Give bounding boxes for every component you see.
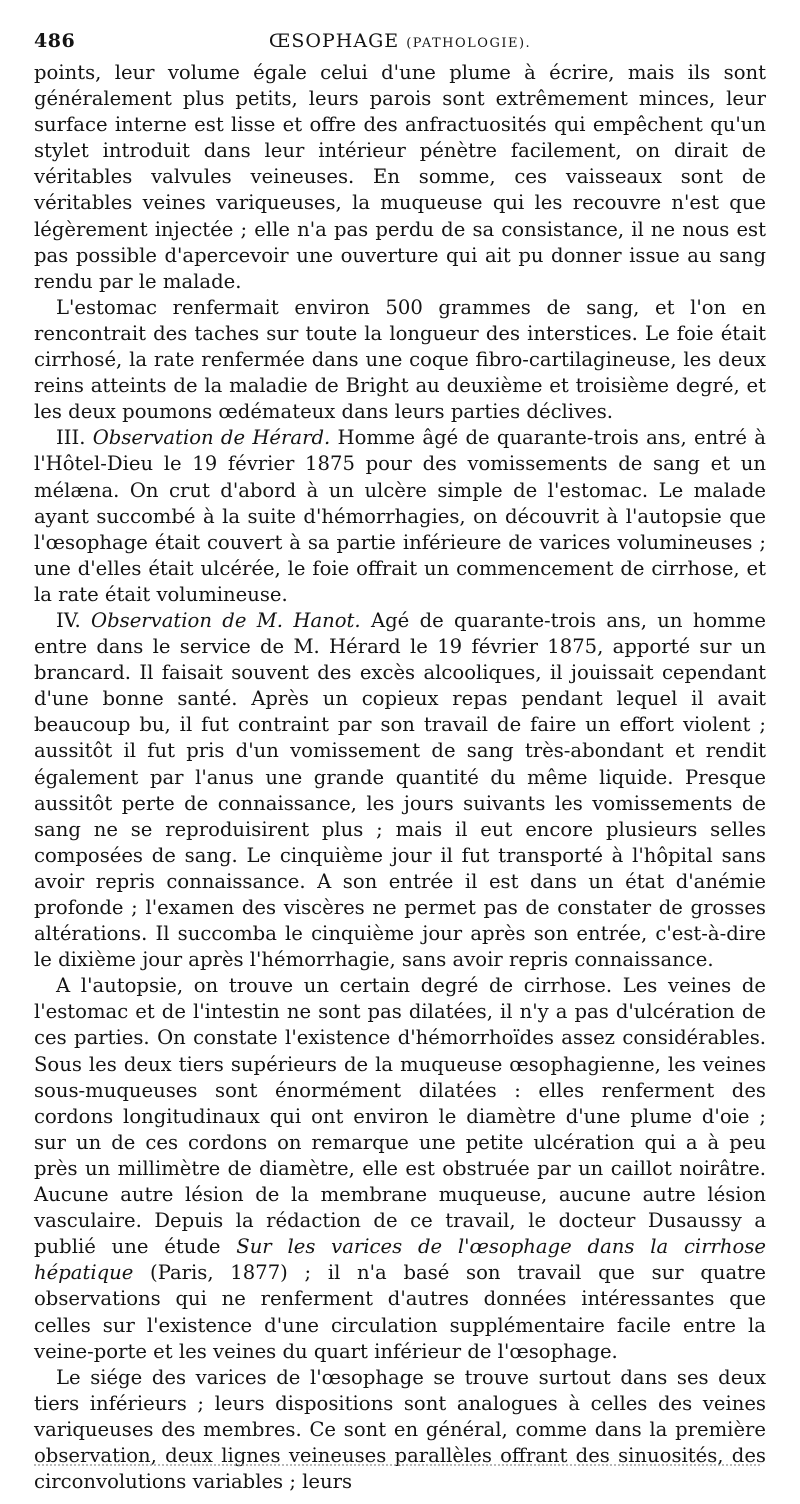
cited-work-title: Sur les varices de l'œsophage dans la cirrhose hépatique xyxy=(34,1235,766,1285)
observation-number: III. xyxy=(56,426,86,450)
running-title-sub: (PATHOLOGIE). xyxy=(406,36,532,51)
observation-number: IV. xyxy=(56,608,81,632)
paragraph-varices-location: Le siége des varices de l'œsophage se trouve surtout dans ses deux tiers inférieurs ; leurs dispositions sont analogues à celles des veines variqueuses des membres. Ce sont en général, comme dans la première observation, deux lignes veineuses parallèles offrant des sinuosités, des circonvolutions variables ; leurs xyxy=(34,1365,766,1494)
autopsy-text-b: (Paris, 1877) ; il n'a basé son travail que sur quatre observations qui ne renferment d'autres données intéressantes que celles sur l'existence d'une circulation supplémentaire facile entre la veine-porte et les veines du quart inférieur de l'œsophage. xyxy=(34,1261,766,1363)
running-header xyxy=(34,26,766,60)
bottom-rule xyxy=(34,1464,760,1466)
paragraph-observation-hanot xyxy=(34,608,766,973)
running-title-main: ŒSOPHAGE xyxy=(268,30,400,52)
observation-title: Observation de Hérard. xyxy=(92,426,331,450)
paragraph-autopsy xyxy=(34,973,766,1364)
body-text xyxy=(34,60,766,1495)
observation-text: Homme âgé de quarante-trois ans, entré à l'Hôtel-Dieu le 19 février 1875 pour des vomissements de sang et un mélæna. On crut d'abord à un ulcère simple de l'estomac. Le malade ayant succombé à la suite d'hémorrhagies, on découvrit à l'autopsie que l'œsophage était couvert à sa partie inférieure de varices volumineuses ; une d'elles était ulcérée, le foie offrait un commencement de cirrhose, et la rate était volumineuse. xyxy=(34,426,766,606)
running-title xyxy=(34,30,766,52)
page-number: 486 xyxy=(34,30,76,52)
paragraph-stomach: L'estomac renfermait environ 500 grammes de sang, et l'on en rencontrait des taches sur toute la longueur des interstices. Le foie était cirrhosé, la rate renfermée dans une coque fibro-cartilagineuse, les deux reins atteints de la maladie de Bright au deuxième et troisième degré, et les deux poumons œdémateux dans leurs parties déclives. xyxy=(34,295,766,424)
autopsy-text-a: A l'autopsie, on trouve un certain degré de cirrhose. Les veines de l'estomac et de l'intestin ne sont pas dilatées, il n'y a pas d'ulcération de ces parties. On constate l'existence d'hémorrhoïdes assez considérables. Sous les deux tiers supérieurs de la muqueuse œsophagienne, les veines sous-muqueuses sont énormément dilatées : elles renferment des cordons longitudinaux qui ont environ le diamètre d'une plume d'oie ; sur un de ces cordons on remarque une petite ulcération qui a à peu près un millimètre de diamètre, elle est obstruée par un caillot noirâtre. Aucune autre lésion de la membrane muqueuse, aucune autre lésion vasculaire. Depuis la rédaction de ce travail, le docteur Dusaussy a publié une étude xyxy=(34,974,766,1259)
paragraph-observation-herard xyxy=(34,425,766,608)
observation-title: Observation de M. Hanot. xyxy=(91,608,361,632)
observation-text: Agé de quarante-trois ans, un homme entre dans le service de M. Hérard le 19 février 1875, apporté sur un brancard. Il faisait souvent des excès alcooliques, il jouissait cependant d'une bonne santé. Après un copieux repas pendant lequel il avait beaucoup bu, il fut contraint par son travail de faire un effort violent ; aussitôt il fut pris d'un vomissement de sang très-abondant et rendit également par l'anus une grande quantité du même liquide. Presque aussitôt perte de connaissance, les jours suivants les vomissements de sang ne se reproduisirent plus ; mais il eut encore plusieurs selles composées de sang. Le cinquième jour il fut transporté à l'hôpital sans avoir repris connaissance. A son entrée il est dans un état d'anémie profonde ; l'examen des viscères ne permet pas de constater de grosses altérations. Il succomba le cinquième jour après son entrée, c'est-à-dire le dixième jour après l'hémorrhagie, sans avoir repris connaissance. xyxy=(34,608,766,972)
paragraph-continuation: points, leur volume égale celui d'une plume à écrire, mais ils sont généralement plus petits, leurs parois sont extrêmement minces, leur surface interne est lisse et offre des anfractuosités qui empêchent qu'un stylet introduit dans leur intérieur pénètre facilement, on dirait de véritables valvules veineuses. En somme, ces vaisseaux sont de véritables veines variqueuses, la muqueuse qui les recouvre n'est que légèrement injectée ; elle n'a pas perdu de sa consistance, il ne nous est pas possible d'apercevoir une ouverture qui ait pu donner issue au sang rendu par le malade. xyxy=(34,61,766,293)
